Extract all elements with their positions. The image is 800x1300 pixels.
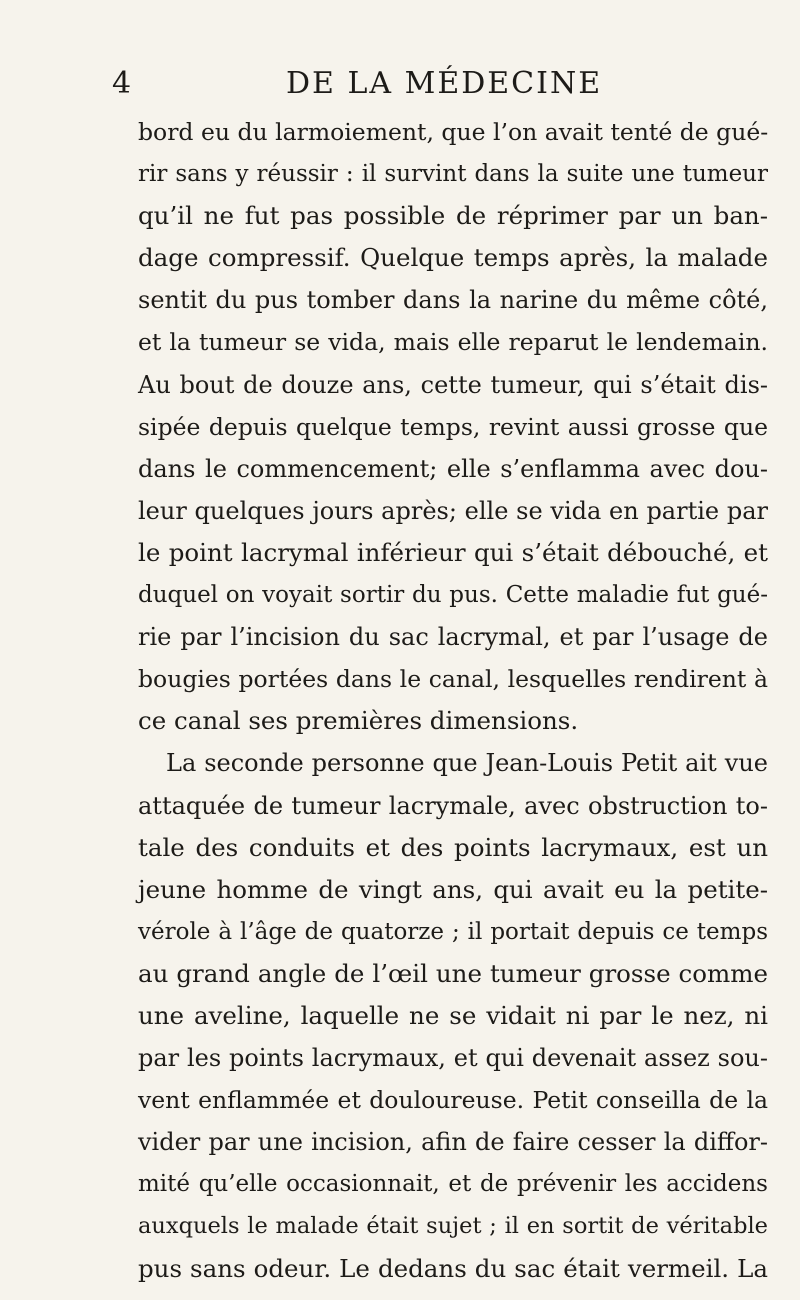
- text-line: Au bout de douze ans, cette tumeur, qui s’était dis-: [138, 370, 768, 399]
- text-line: par les points lacrymaux, et qui devenait assez sou-: [138, 1044, 768, 1073]
- text-line: bougies portées dans le canal, lesquelles rendirent à: [138, 665, 768, 694]
- running-title: DE LA MÉDECINE: [286, 66, 603, 101]
- text-line: rir sans y réussir : il survint dans la suite une tumeur: [138, 161, 768, 188]
- text-line: La seconde personne que Jean-Louis Petit ait vue: [166, 749, 768, 778]
- text-line: bord eu du larmoiement, que l’on avait tenté de gué-: [138, 118, 769, 146]
- text-line: dans le commencement; elle s’enflamma avec dou-: [138, 454, 768, 483]
- text-line: sentit du pus tomber dans la narine du même côté,: [138, 286, 768, 315]
- text-line: sipée depuis quelque temps, revint aussi grosse que: [138, 412, 768, 441]
- text-line: pus sans odeur. Le dedans du sac était vermeil. La: [138, 1253, 768, 1283]
- text-line: jeune homme de vingt ans, qui avait eu la petite-: [138, 874, 768, 904]
- text-line: vider par une incision, afin de faire cesser la diffor-: [138, 1128, 768, 1157]
- text-line: duquel on voyait sortir du pus. Cette maladie fut gué-: [138, 582, 768, 609]
- text-line: mité qu’elle occasionnait, et de prévenir les accidens: [138, 1171, 768, 1198]
- text-line: ce canal ses premières dimensions.: [138, 706, 579, 736]
- text-line: le point lacrymal inférieur qui s’était débouché, et: [138, 537, 768, 567]
- text-line: attaquée de tumeur lacrymale, avec obstruction to-: [138, 791, 768, 820]
- text-line: une aveline, laquelle ne se vidait ni par le nez, ni: [138, 1000, 768, 1030]
- text-line: dage compressif. Quelque temps après, la malade: [138, 243, 768, 273]
- text-line: auxquels le malade était sujet ; il en sortit de véritable: [138, 1213, 768, 1240]
- text-line: au grand angle de l’œil une tumeur grosse comme: [138, 958, 768, 988]
- page-number: 4: [112, 66, 132, 101]
- text-line: qu’il ne fut pas possible de réprimer par un ban-: [138, 201, 768, 231]
- body-text: [138, 111, 768, 1290]
- page-header: [112, 64, 692, 104]
- text-line: vent enflammée et douloureuse. Petit conseilla de la: [138, 1086, 768, 1115]
- text-line: et la tumeur se vida, mais elle reparut le lendemain.: [138, 328, 768, 357]
- text-line: leur quelques jours après; elle se vida en partie par: [138, 496, 768, 525]
- text-line: tale des conduits et des points lacrymaux, est un: [138, 832, 768, 862]
- text-line: vérole à l’âge de quatorze ; il portait depuis ce temps: [138, 918, 768, 945]
- text-line: rie par l’incision du sac lacrymal, et par l’usage de: [138, 623, 768, 652]
